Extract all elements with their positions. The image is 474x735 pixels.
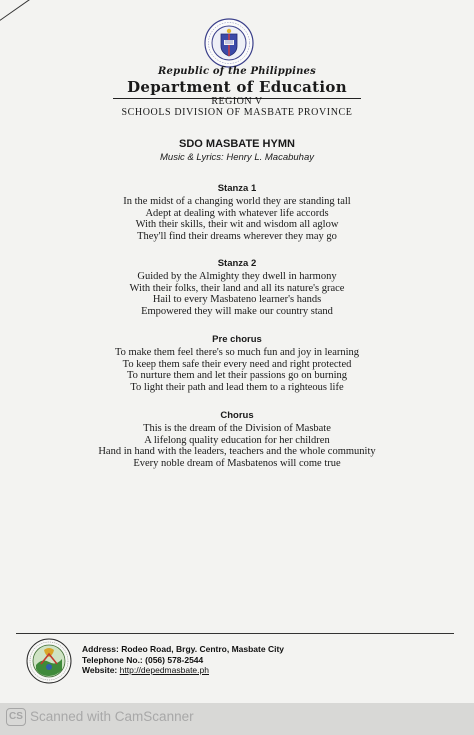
section-heading: Stanza 1: [217, 183, 257, 194]
section-heading: Pre chorus: [212, 334, 262, 345]
deped-seal-icon: [204, 18, 254, 68]
republic-line: Republic of the Philippines: [158, 66, 316, 77]
department-name: Department of Education: [127, 78, 347, 96]
lyric-line: Hail to every Masbateno learner's hands: [152, 294, 322, 306]
lyric-line: With their skills, their wit and wisdom all aglow: [135, 219, 339, 231]
hymn-title: SDO MASBATE HYMN: [179, 138, 295, 150]
footer-address-row: [82, 644, 284, 655]
lyric-line: Empowered they will make our country stand: [141, 305, 333, 317]
address-value: Rodeo Road, Brgy. Centro, Masbate City: [121, 644, 284, 654]
region-line: REGION V: [211, 96, 263, 107]
lyric-line: They'll find their dreams wherever they may go: [137, 230, 337, 242]
pre-chorus: [0, 334, 474, 393]
website-link[interactable]: http://depedmasbate.ph: [119, 665, 209, 675]
sdo-masbate-logo-icon: [26, 638, 72, 684]
telephone-value: (056) 578-2544: [145, 654, 204, 665]
lyric-line: Guided by the Almighty they dwell in harmony: [137, 271, 337, 282]
corner-mark: [0, 0, 43, 25]
lyric-line: Hand in hand with the leaders, teachers and the whole community: [98, 446, 376, 458]
footer-divider: [16, 633, 454, 634]
lyric-line: To keep them safe their every need and right protected: [122, 358, 352, 370]
lyric-line: To nurture them and let their passions go on burning: [126, 370, 348, 382]
camscanner-badge-icon: CS: [6, 708, 26, 726]
section-heading: Chorus: [220, 410, 254, 421]
lyric-line: To light their path and lead them to a righteous life: [130, 381, 344, 393]
lyric-line: A lifelong quality education for her children: [144, 434, 330, 446]
website-label: Website:: [82, 665, 118, 675]
telephone-label: Telephone No.:: [82, 654, 143, 665]
section-heading: Stanza 2: [217, 258, 257, 269]
footer-website-row: [82, 665, 284, 676]
hymn-credit: Music & Lyrics: Henry L. Macabuhay: [160, 152, 314, 163]
lyric-line: With their folks, their land and all its nature's grace: [129, 282, 345, 294]
chorus: [0, 410, 474, 469]
lyric-line: To make them feel there's so much fun and joy in learning: [114, 347, 360, 358]
footer-telephone-row: [82, 655, 284, 666]
scanner-watermark-text: Scanned with CamScanner: [30, 709, 194, 724]
address-label: Address:: [82, 644, 119, 654]
stanza-1: [0, 183, 474, 242]
stanza-2: [0, 258, 474, 317]
lyric-line: In the midst of a changing world they are standing tall: [123, 196, 351, 207]
lyric-line: Adept at dealing with whatever life accords: [145, 207, 329, 219]
lyric-line: This is the dream of the Division of Masbate: [143, 423, 331, 434]
footer-contact: [82, 644, 284, 676]
division-line: SCHOOLS DIVISION OF MASBATE PROVINCE: [121, 107, 353, 118]
lyric-line: Every noble dream of Masbatenos will come true: [133, 457, 341, 469]
